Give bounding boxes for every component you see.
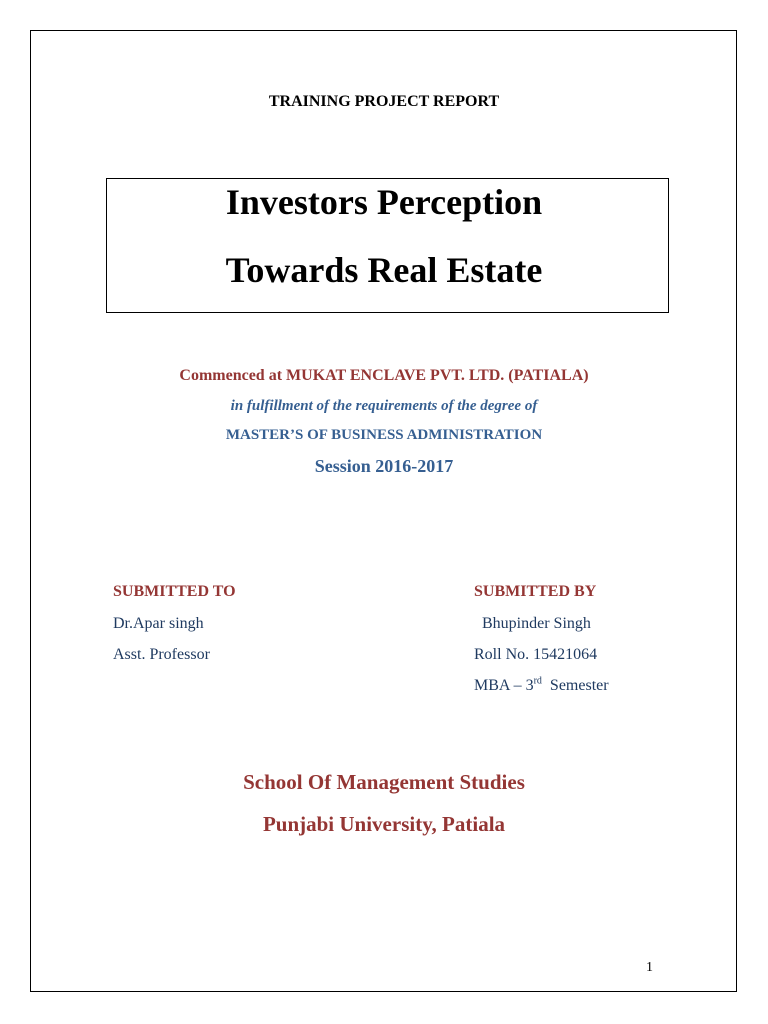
- commenced-at: Commenced at MUKAT ENCLAVE PVT. LTD. (PATIALA): [179, 367, 589, 384]
- submitted-to-designation: Asst. Professor: [113, 646, 210, 663]
- submitted-by-roll: Roll No. 15421064: [474, 646, 598, 663]
- program-prefix: MBA – 3: [474, 677, 534, 694]
- page-number: 1: [646, 960, 653, 975]
- degree-name: MASTER’S OF BUSINESS ADMINISTRATION: [225, 427, 543, 443]
- title-line-2: Towards Real Estate: [225, 250, 543, 290]
- submitted-by-program: [474, 677, 609, 695]
- program-suffix: Semester: [541, 677, 609, 694]
- page-border: [30, 30, 737, 992]
- school-name: School Of Management Studies: [243, 770, 525, 794]
- fulfillment-text: in fulfillment of the requirements of the degree of: [230, 398, 538, 414]
- report-label: TRAINING PROJECT REPORT: [268, 93, 500, 110]
- submitted-to-name: Dr.Apar singh: [113, 615, 204, 632]
- university-name: Punjabi University, Patiala: [262, 812, 506, 836]
- submitted-to-heading: SUBMITTED TO: [113, 583, 236, 600]
- submitted-by-heading: SUBMITTED BY: [474, 583, 597, 600]
- title-line-1: Investors Perception: [225, 182, 543, 222]
- program-ordinal-suffix: rd: [533, 675, 542, 687]
- session: Session 2016-2017: [314, 456, 454, 476]
- submitted-by-name: Bhupinder Singh: [482, 615, 591, 632]
